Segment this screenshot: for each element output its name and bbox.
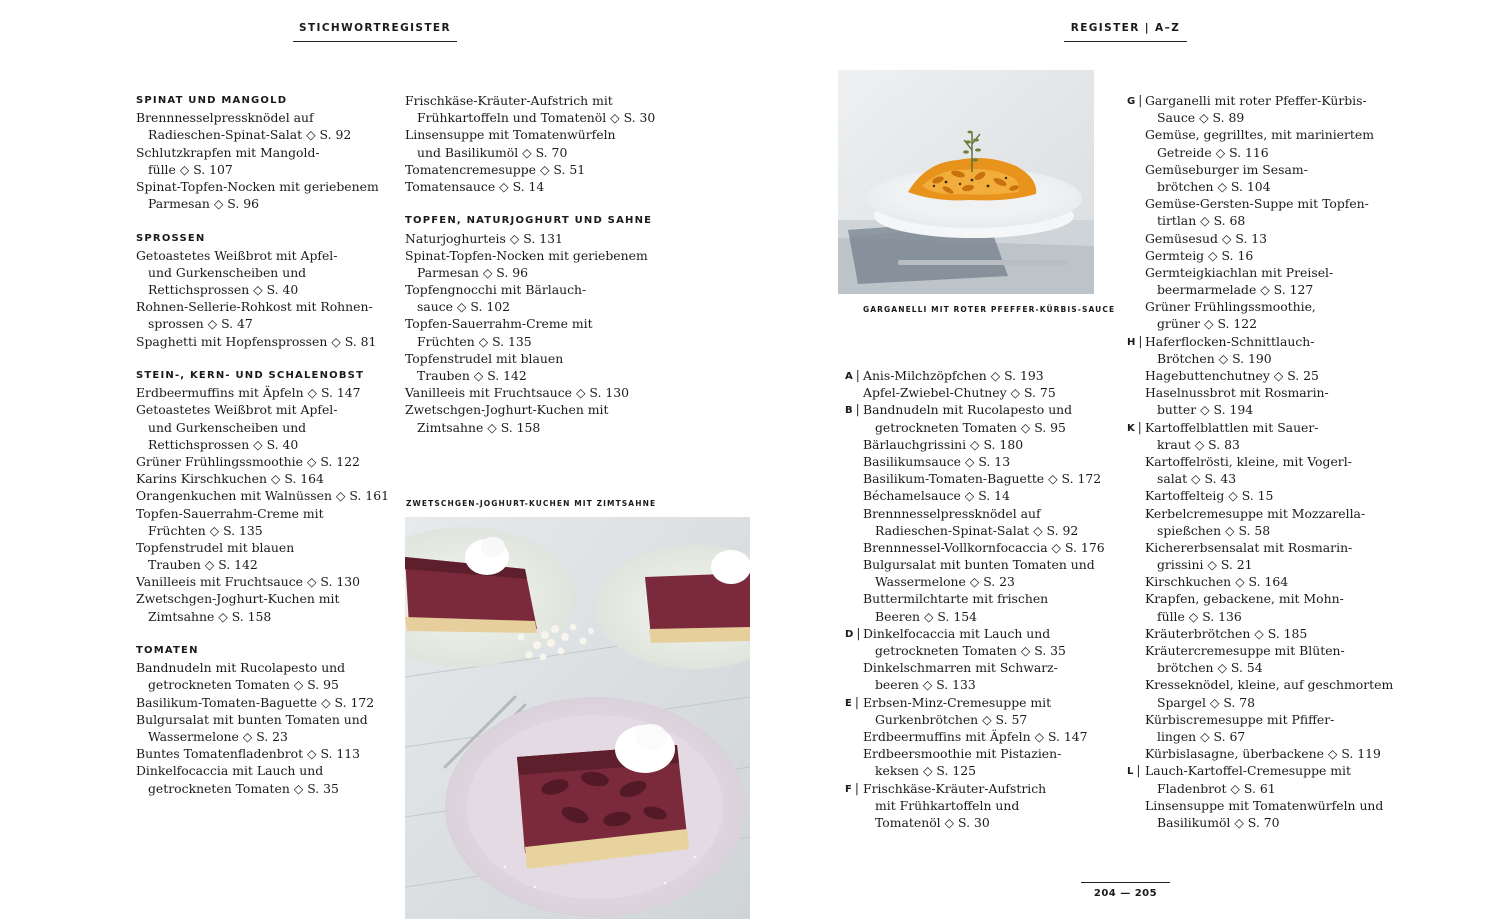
photo-garganelli bbox=[838, 70, 1094, 294]
index-entry bbox=[1145, 384, 1385, 418]
entry-line: getrockneten Tomaten ◇ S. 95 bbox=[148, 677, 339, 693]
az-index-column-right bbox=[1127, 92, 1394, 831]
index-entry bbox=[136, 298, 386, 332]
index-entry bbox=[1127, 419, 1385, 453]
letter-label: L bbox=[1127, 766, 1134, 778]
index-entry bbox=[863, 659, 1078, 693]
entry-line: Topfengnocchi mit Bärlauch- bbox=[405, 282, 587, 298]
entry-line: und Gurkenscheiben und bbox=[148, 264, 307, 280]
entry-line: Haferflocken-Schnittlauch- bbox=[1145, 333, 1315, 349]
letter-label: G bbox=[1127, 96, 1136, 107]
letter-separator: | bbox=[1137, 419, 1142, 434]
section-heading: SPINAT UND MANGOLD bbox=[136, 95, 288, 106]
index-entry bbox=[136, 453, 386, 470]
letter-marker bbox=[1127, 419, 1142, 436]
index-section bbox=[136, 92, 386, 212]
letter-separator: | bbox=[855, 402, 860, 417]
entry-line: Tomatensauce ◇ S. 14 bbox=[405, 178, 545, 194]
index-entry bbox=[136, 470, 386, 487]
section-heading: TOPFEN, NATURJOGHURT UND SAHNE bbox=[405, 215, 653, 227]
index-column-2 bbox=[405, 92, 655, 436]
index-entry bbox=[136, 745, 386, 762]
index-entry bbox=[136, 247, 386, 299]
entry-line: Parmesan ◇ S. 96 bbox=[417, 264, 528, 280]
index-entry bbox=[1145, 264, 1385, 298]
entry-line: Gemüseburger im Sesam- bbox=[1145, 161, 1308, 177]
index-entry bbox=[405, 230, 655, 247]
section-heading: SPROSSEN bbox=[136, 232, 206, 244]
index-entry bbox=[136, 762, 386, 796]
entry-line: Kichererbsensalat mit Rosmarin- bbox=[1145, 539, 1353, 555]
index-entry bbox=[405, 247, 655, 281]
index-entry bbox=[136, 659, 386, 693]
index-entry bbox=[405, 178, 655, 195]
entry-line: Topfenstrudel mit blauen bbox=[136, 539, 295, 555]
entry-line: Brötchen ◇ S. 190 bbox=[1157, 350, 1272, 366]
letter-marker bbox=[845, 401, 860, 418]
index-entry bbox=[845, 780, 1078, 832]
index-entry bbox=[863, 745, 1078, 779]
entry-line: fülle ◇ S. 136 bbox=[1157, 608, 1242, 624]
entry-line: Vanilleeis mit Fruchtsauce ◇ S. 130 bbox=[136, 574, 360, 590]
index-entry bbox=[863, 487, 1078, 504]
entry-line: getrockneten Tomaten ◇ S. 35 bbox=[875, 643, 1066, 658]
index-entry bbox=[1127, 333, 1385, 367]
entry-line: Kartoffelrösti, kleine, mit Vogerl- bbox=[1145, 453, 1352, 469]
entry-line: Linsensuppe mit Tomatenwürfeln und bbox=[1145, 797, 1384, 813]
index-entry bbox=[136, 401, 386, 453]
entry-line: Bulgursalat mit bunten Tomaten und bbox=[136, 711, 368, 727]
entry-line: Zwetschgen-Joghurt-Kuchen mit bbox=[136, 591, 340, 607]
entry-line: und Basilikumöl ◇ S. 70 bbox=[417, 144, 568, 160]
entry-line: Getreide ◇ S. 116 bbox=[1157, 144, 1269, 160]
entry-line: Anis-Milchzöpfchen ◇ S. 193 bbox=[863, 368, 1044, 383]
letter-separator: | bbox=[854, 694, 859, 709]
index-section bbox=[405, 212, 655, 435]
entry-line: Naturjoghurteis ◇ S. 131 bbox=[405, 230, 563, 246]
entry-line: brötchen ◇ S. 54 bbox=[1157, 660, 1263, 676]
index-section bbox=[136, 367, 389, 625]
entry-line: mit Frühkartoffeln und bbox=[875, 797, 1020, 813]
entry-line: salat ◇ S. 43 bbox=[1157, 471, 1237, 487]
entry-line: sauce ◇ S. 102 bbox=[417, 299, 510, 315]
entry-line: Gemüse, gegrilltes, mit mariniertem bbox=[1145, 127, 1374, 143]
entry-line: tirtlan ◇ S. 68 bbox=[1157, 213, 1246, 229]
index-entry bbox=[136, 144, 386, 178]
letter-marker bbox=[845, 694, 859, 711]
index-entry bbox=[1145, 505, 1385, 539]
index-entry bbox=[845, 625, 1078, 659]
index-entry bbox=[405, 92, 655, 126]
running-head-left: STICHWORTREGISTER bbox=[293, 22, 457, 42]
entry-line: Buntes Tomatenfladenbrot ◇ S. 113 bbox=[136, 746, 361, 762]
section-heading: TOMATEN bbox=[136, 645, 199, 656]
entry-line: getrockneten Tomaten ◇ S. 95 bbox=[875, 419, 1066, 435]
entry-line: sprossen ◇ S. 47 bbox=[148, 316, 253, 332]
index-entry bbox=[136, 487, 389, 504]
entry-line: Früchten ◇ S. 135 bbox=[148, 522, 263, 538]
entry-line: Bandnudeln mit Rucolapesto und bbox=[863, 402, 1073, 418]
entry-line: Zwetschgen-Joghurt-Kuchen mit bbox=[405, 402, 609, 418]
entry-line: Gemüse-Gersten-Suppe mit Topfen- bbox=[1145, 196, 1369, 212]
index-entry bbox=[405, 281, 655, 315]
index-entry bbox=[1145, 230, 1385, 247]
entry-line: Spaghetti mit Hopfensprossen ◇ S. 81 bbox=[136, 333, 377, 349]
index-entry bbox=[1145, 539, 1385, 573]
entry-line: Haselnussbrot mit Rosmarin- bbox=[1145, 385, 1329, 401]
letter-marker bbox=[845, 625, 860, 642]
index-entry bbox=[863, 470, 1102, 487]
index-column-1 bbox=[136, 92, 389, 797]
entry-line: Fladenbrot ◇ S. 61 bbox=[1157, 780, 1276, 796]
entry-line: Topfen-Sauerrahm-Creme mit bbox=[136, 505, 324, 521]
entry-line: Garganelli mit roter Pfeffer-Kürbis- bbox=[1145, 93, 1367, 108]
entry-line: Bulgursalat mit bunten Tomaten und bbox=[863, 557, 1095, 573]
entry-line: Spinat-Topfen-Nocken mit geriebenem bbox=[136, 178, 379, 194]
entry-line: Kräuterbrötchen ◇ S. 185 bbox=[1145, 625, 1308, 641]
letter-separator: | bbox=[856, 625, 861, 640]
letter-marker bbox=[1127, 92, 1142, 109]
entry-line: Brennnesselpressknödel auf bbox=[136, 110, 314, 126]
index-entry bbox=[405, 384, 655, 401]
entry-line: Erdbeermuffins mit Äpfeln ◇ S. 147 bbox=[863, 728, 1088, 744]
index-entry bbox=[136, 590, 386, 624]
index-section bbox=[405, 92, 655, 195]
entry-line: beeren ◇ S. 133 bbox=[875, 677, 976, 693]
index-entry bbox=[136, 694, 386, 711]
entry-line: kraut ◇ S. 83 bbox=[1157, 436, 1240, 452]
index-entry bbox=[136, 109, 386, 143]
letter-separator: | bbox=[855, 368, 860, 382]
letter-separator: | bbox=[854, 780, 859, 795]
entry-line: Buttermilchtarte mit frischen bbox=[863, 591, 1049, 607]
letter-label: A bbox=[845, 371, 853, 382]
index-entry bbox=[136, 505, 386, 539]
letter-label: E bbox=[845, 697, 852, 709]
caption-plum-cake: ZWETSCHGEN-JOGHURT-KUCHEN MIT ZIMTSAHNE bbox=[406, 499, 657, 508]
entry-line: Vanilleeis mit Fruchtsauce ◇ S. 130 bbox=[405, 385, 629, 401]
index-entry bbox=[1145, 625, 1385, 642]
entry-line: Grüner Frühlingssmoothie, bbox=[1145, 299, 1316, 315]
entry-line: Spinat-Topfen-Nocken mit geriebenem bbox=[405, 247, 648, 263]
letter-label: D bbox=[845, 628, 854, 640]
entry-line: Frischkäse-Kräuter-Aufstrich mit bbox=[405, 93, 613, 108]
index-entry bbox=[405, 161, 655, 178]
entry-line: Krapfen, gebackene, mit Mohn- bbox=[1145, 591, 1344, 607]
entry-line: Radieschen-Spinat-Salat ◇ S. 92 bbox=[875, 522, 1079, 538]
entry-line: Kresseknödel, kleine, auf geschmortem bbox=[1145, 677, 1394, 693]
entry-line: Brennnesselpressknödel auf bbox=[863, 505, 1041, 521]
index-entry bbox=[136, 384, 386, 401]
letter-label: H bbox=[1127, 336, 1136, 348]
entry-line: Kartoffelteig ◇ S. 15 bbox=[1145, 488, 1274, 504]
garganelli-illustration bbox=[838, 70, 1094, 294]
entry-line: Grüner Frühlingssmoothie ◇ S. 122 bbox=[136, 453, 360, 469]
letter-separator: | bbox=[1138, 333, 1143, 348]
entry-line: Frischkäse-Kräuter-Aufstrich bbox=[863, 780, 1047, 796]
entry-line: fülle ◇ S. 107 bbox=[148, 161, 233, 177]
section-heading: STEIN-, KERN- UND SCHALENOBST bbox=[136, 370, 365, 381]
entry-line: Wassermelone ◇ S. 23 bbox=[148, 728, 288, 744]
running-head-right: REGISTER | A–Z bbox=[1064, 22, 1187, 42]
entry-line: Schlutzkrapfen mit Mangold- bbox=[136, 144, 320, 160]
index-entry bbox=[1145, 161, 1385, 195]
entry-line: Rettichsprossen ◇ S. 40 bbox=[148, 436, 299, 452]
letter-marker bbox=[845, 780, 859, 797]
index-entry bbox=[863, 453, 1078, 470]
entry-line: Tomatenöl ◇ S. 30 bbox=[875, 814, 990, 830]
index-entry bbox=[863, 505, 1078, 539]
entry-line: Zimtsahne ◇ S. 158 bbox=[417, 419, 541, 435]
entry-line: Getoastetes Weißbrot mit Apfel- bbox=[136, 247, 338, 263]
entry-line: Linsensuppe mit Tomatenwürfeln bbox=[405, 127, 616, 143]
entry-line: Erdbeermuffins mit Äpfeln ◇ S. 147 bbox=[136, 385, 361, 401]
entry-line: Frühkartoffeln und Tomatenöl ◇ S. 30 bbox=[417, 110, 656, 126]
entry-line: Karins Kirschkuchen ◇ S. 164 bbox=[136, 471, 324, 487]
entry-line: Trauben ◇ S. 142 bbox=[148, 557, 258, 573]
index-entry bbox=[845, 694, 1078, 728]
entry-line: Dinkelfocaccia mit Lauch und bbox=[136, 763, 324, 779]
letter-label: B bbox=[845, 405, 853, 417]
entry-line: Radieschen-Spinat-Salat ◇ S. 92 bbox=[148, 127, 352, 143]
entry-line: Rohnen-Sellerie-Rohkost mit Rohnen- bbox=[136, 299, 373, 315]
entry-line: Lauch-Kartoffel-Cremesuppe mit bbox=[1145, 763, 1351, 779]
index-entry bbox=[1145, 642, 1385, 676]
index-entry bbox=[1145, 711, 1385, 745]
letter-separator: | bbox=[1136, 763, 1141, 778]
index-entry bbox=[845, 401, 1078, 435]
entry-line: butter ◇ S. 194 bbox=[1157, 402, 1254, 418]
entry-line: grissini ◇ S. 21 bbox=[1157, 557, 1253, 573]
index-entry bbox=[405, 401, 655, 435]
entry-line: getrockneten Tomaten ◇ S. 35 bbox=[148, 780, 339, 796]
entry-line: Bärlauchgrissini ◇ S. 180 bbox=[863, 436, 1024, 452]
photo-plum-cake bbox=[405, 517, 750, 919]
letter-marker bbox=[1127, 333, 1142, 350]
index-entry bbox=[1145, 797, 1385, 831]
entry-line: Kerbelcremesuppe mit Mozzarella- bbox=[1145, 505, 1366, 521]
plum-cake-illustration bbox=[405, 517, 750, 919]
entry-line: Früchten ◇ S. 135 bbox=[417, 333, 532, 349]
index-entry bbox=[1145, 487, 1385, 504]
entry-line: Rettichsprossen ◇ S. 40 bbox=[148, 282, 299, 298]
index-entry bbox=[1145, 745, 1385, 762]
index-entry bbox=[1145, 195, 1385, 229]
letter-label: F bbox=[845, 783, 852, 795]
entry-line: Orangenkuchen mit Walnüssen ◇ S. 161 bbox=[136, 488, 389, 504]
entry-line: Beeren ◇ S. 154 bbox=[875, 608, 977, 624]
index-section bbox=[136, 642, 386, 797]
entry-line: Basilikumsauce ◇ S. 13 bbox=[863, 453, 1011, 469]
index-entry bbox=[1145, 298, 1385, 332]
entry-line: Dinkelfocaccia mit Lauch und bbox=[863, 625, 1051, 641]
index-entry bbox=[136, 539, 386, 573]
entry-line: brötchen ◇ S. 104 bbox=[1157, 178, 1271, 194]
az-index-column-left bbox=[845, 367, 1105, 831]
entry-line: Germteig ◇ S. 16 bbox=[1145, 247, 1254, 263]
entry-line: Erdbeersmoothie mit Pistazien- bbox=[863, 746, 1062, 762]
entry-line: Dinkelschmarren mit Schwarz- bbox=[863, 660, 1058, 676]
index-entry bbox=[1145, 126, 1385, 160]
entry-line: Kürbislasagne, überbackene ◇ S. 119 bbox=[1145, 746, 1381, 762]
caption-garganelli: GARGANELLI MIT ROTER PFEFFER-KÜRBIS-SAUCE bbox=[863, 305, 1116, 314]
entry-line: Tomatencremesuppe ◇ S. 51 bbox=[405, 161, 586, 177]
index-entry bbox=[136, 178, 386, 212]
entry-line: Basilikum-Tomaten-Baguette ◇ S. 172 bbox=[863, 471, 1102, 487]
index-entry bbox=[1145, 367, 1385, 384]
entry-line: Wassermelone ◇ S. 23 bbox=[875, 574, 1015, 590]
index-entry bbox=[863, 436, 1078, 453]
index-entry bbox=[1127, 92, 1385, 126]
index-section bbox=[136, 230, 386, 350]
index-entry bbox=[405, 315, 655, 349]
entry-line: Spargel ◇ S. 78 bbox=[1157, 694, 1256, 710]
index-entry bbox=[845, 367, 1078, 384]
entry-line: keksen ◇ S. 125 bbox=[875, 763, 977, 779]
index-entry bbox=[863, 728, 1088, 745]
entry-line: Basilikum-Tomaten-Baguette ◇ S. 172 bbox=[136, 694, 375, 710]
entry-line: und Gurkenscheiben und bbox=[148, 419, 307, 435]
letter-label: K bbox=[1127, 422, 1135, 434]
letter-separator: | bbox=[1138, 93, 1143, 107]
entry-line: Germteigkiachlan mit Preisel- bbox=[1145, 264, 1334, 280]
index-entry bbox=[1127, 762, 1385, 796]
entry-line: Gurkenbrötchen ◇ S. 57 bbox=[875, 711, 1028, 727]
entry-line: Parmesan ◇ S. 96 bbox=[148, 196, 259, 212]
entry-line: Brennnessel-Vollkornfocaccia ◇ S. 176 bbox=[863, 539, 1105, 555]
entry-line: beermarmelade ◇ S. 127 bbox=[1157, 282, 1314, 298]
entry-line: Kürbiscremesuppe mit Pfiffer- bbox=[1145, 711, 1335, 727]
entry-line: Topfen-Sauerrahm-Creme mit bbox=[405, 316, 593, 332]
entry-line: grüner ◇ S. 122 bbox=[1157, 316, 1258, 332]
entry-line: Topfenstrudel mit blauen bbox=[405, 350, 564, 366]
entry-line: Gemüsesud ◇ S. 13 bbox=[1145, 230, 1268, 246]
letter-marker bbox=[845, 367, 860, 384]
entry-line: Zimtsahne ◇ S. 158 bbox=[148, 608, 272, 624]
entry-line: Béchamelsauce ◇ S. 14 bbox=[863, 488, 1010, 504]
index-entry bbox=[1145, 453, 1385, 487]
entry-line: Getoastetes Weißbrot mit Apfel- bbox=[136, 402, 338, 418]
entry-line: Basilikumöl ◇ S. 70 bbox=[1157, 814, 1280, 830]
index-entry bbox=[863, 556, 1095, 590]
entry-line: Erbsen-Minz-Cremesuppe mit bbox=[863, 694, 1052, 710]
entry-line: Apfel-Zwiebel-Chutney ◇ S. 75 bbox=[863, 385, 1056, 401]
entry-line: lingen ◇ S. 67 bbox=[1157, 728, 1246, 744]
index-entry bbox=[136, 333, 386, 350]
entry-line: Bandnudeln mit Rucolapesto und bbox=[136, 660, 346, 676]
letter-marker bbox=[1127, 762, 1140, 779]
index-entry bbox=[1145, 247, 1385, 264]
index-entry bbox=[863, 590, 1078, 624]
entry-line: Hagebuttenchutney ◇ S. 25 bbox=[1145, 368, 1319, 383]
index-entry bbox=[136, 711, 386, 745]
entry-line: spießchen ◇ S. 58 bbox=[1157, 522, 1271, 538]
index-entry bbox=[1145, 573, 1385, 590]
index-entry bbox=[863, 384, 1078, 401]
entry-line: Kirschkuchen ◇ S. 164 bbox=[1145, 574, 1289, 590]
index-entry bbox=[863, 539, 1105, 556]
index-entry bbox=[1145, 590, 1385, 624]
entry-line: Kartoffelblattlen mit Sauer- bbox=[1145, 419, 1319, 435]
page-numbers: 204 — 205 bbox=[1081, 882, 1170, 899]
index-entry bbox=[405, 126, 655, 160]
entry-line: Trauben ◇ S. 142 bbox=[417, 368, 527, 383]
index-entry bbox=[136, 573, 386, 590]
index-entry bbox=[1145, 676, 1394, 710]
entry-line: Sauce ◇ S. 89 bbox=[1157, 110, 1245, 126]
index-entry bbox=[405, 350, 655, 384]
entry-line: Kräutercremesuppe mit Blüten- bbox=[1145, 643, 1345, 658]
